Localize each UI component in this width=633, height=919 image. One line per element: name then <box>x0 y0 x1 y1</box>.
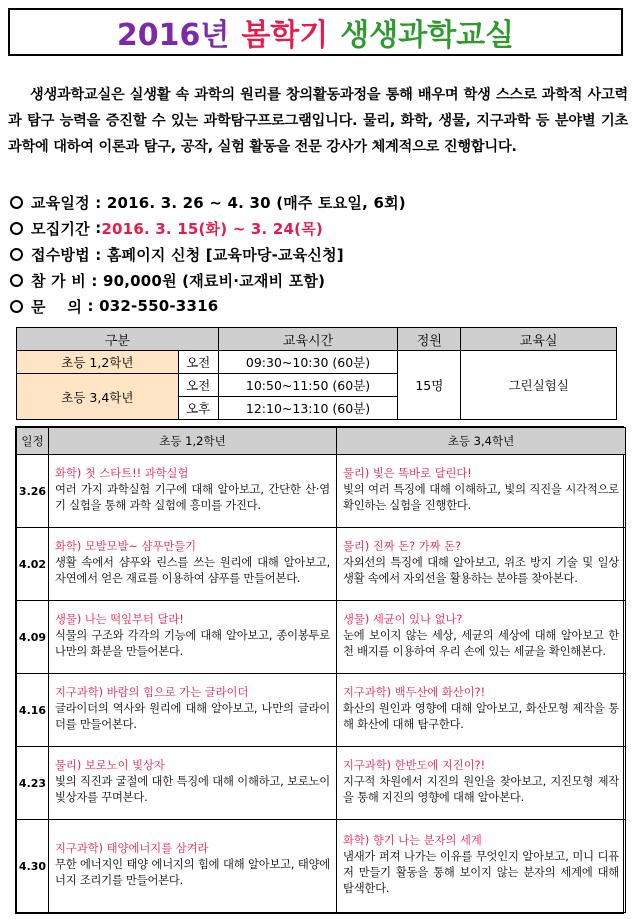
lesson-cell <box>337 820 626 913</box>
lesson-desc: 글라이더의 역사와 원리에 대해 알아보고, 나만의 글라이더를 만들어본다. <box>55 702 330 732</box>
info-recruit-period: 모집기간 : 2016. 3. 15(화) ~ 3. 24(목) <box>8 215 628 241</box>
title-season: 봄학기 <box>241 18 329 53</box>
lesson-header-row <box>17 428 626 455</box>
lesson-desc: 자외선의 특징에 대해 알아보고, 위조 방지 기술 및 일상생활 속에서 자외선을 활용하는 분야를 찾아본다. <box>343 556 619 586</box>
lesson-cell <box>337 455 626 528</box>
lesson-title: 화학) 첫 스타트!! 과학실험 <box>55 467 189 481</box>
lesson-row <box>17 674 626 747</box>
lesson-desc: 지구적 차원에서 지진의 원인을 찾아보고, 지진모형 제작을 통해 지진의 영향에 대해 알아본다. <box>343 775 619 805</box>
lesson-cell <box>49 674 337 747</box>
lesson-desc: 눈에 보이지 않는 세상, 세균의 세상에 대해 알아보고 한천 배지를 이용하여 우리 손에 있는 세균을 확인해본다. <box>343 629 619 659</box>
intro-paragraph: 생생과학교실은 실생활 속 과학의 원리를 창의활동과정을 통해 배우며 학생 스스로 과학적 사고력과 탐구 능력을 증진할 수 있는 과학탐구프로그램입니다. 물리, 화학, 생물, 지구과학 등 분야별 기초과학에 대하여 이론과 탐구, 공작, 실험 활동을 전문 강사가 체계적으로 진행합니다. <box>8 87 628 155</box>
lesson-title: 물리) 보로노이 빛상자 <box>55 759 165 773</box>
lesson-cell <box>337 601 626 674</box>
page-title <box>8 8 623 56</box>
group-grade-1-2: 초등 1,2학년 <box>17 351 179 374</box>
lesson-title: 지구과학) 바람의 힘으로 가는 글라이더 <box>55 686 249 700</box>
lesson-title: 화학) 모발모발~ 샴푸만들기 <box>55 540 197 554</box>
lesson-title: 화학) 향기 나는 분자의 세계 <box>343 834 482 848</box>
schedule-row <box>17 351 617 374</box>
lesson-date: 4.09 <box>17 601 49 674</box>
info-schedule: 교육일정 : 2016. 3. 26 ~ 4. 30 (매주 토요일, 6회) <box>8 189 628 215</box>
lesson-desc: 무한 에너지인 태양 에너지의 힘에 대해 알아보고, 태양에너지 조리기를 만들어본다. <box>55 858 330 888</box>
group-grade-3-4: 초등 3,4학년 <box>17 374 179 420</box>
lesson-desc: 빛의 직진과 굴절에 대한 특징에 대해 이해하고, 보로노이 빛상자를 꾸며본다. <box>55 775 330 805</box>
session-time: 12:10~13:10 (60분) <box>218 397 398 420</box>
lesson-title: 지구과학) 백두산에 화산이?! <box>343 686 486 700</box>
lesson-cell <box>49 455 337 528</box>
lesson-desc: 생활 속에서 샴푸와 린스를 쓰는 원리에 대해 알아보고, 자연에서 얻은 재료를 이용하여 샴푸를 만들어본다. <box>55 556 330 586</box>
session-time: 10:50~11:50 (60분) <box>218 374 398 397</box>
session-time: 09:30~10:30 (60분) <box>218 351 398 374</box>
lesson-date: 4.30 <box>17 820 49 913</box>
room-value: 그린실험실 <box>461 351 617 420</box>
info-fee: 참 가 비 : 90,000원 (재료비·교재비 포함) <box>8 267 628 293</box>
lesson-cell <box>49 820 337 913</box>
info-list <box>8 189 628 319</box>
lesson-desc: 여러 가지 과학실험 기구에 대해 알아보고, 간단한 산·염기 실험을 통해 과학 실험에 흥미를 가진다. <box>55 483 330 513</box>
session-am: 오전 <box>178 374 218 397</box>
lesson-cell <box>337 747 626 820</box>
lesson-title: 물리) 빛은 똑바로 달린다! <box>343 467 472 481</box>
lesson-title: 생물) 나는 떡잎부터 달라! <box>55 613 184 627</box>
lesson-date: 4.02 <box>17 528 49 601</box>
session-am: 오전 <box>178 351 218 374</box>
lesson-desc: 빛의 여러 특징에 대해 이해하고, 빛의 직진을 시각적으로 확인하는 실험을 진행한다. <box>343 483 619 513</box>
header-grade-3-4: 초등 3,4학년 <box>337 428 626 455</box>
lesson-row <box>17 455 626 528</box>
header-room: 교육실 <box>461 328 617 351</box>
session-pm: 오후 <box>178 397 218 420</box>
circle-bullet-icon <box>10 300 23 313</box>
circle-bullet-icon <box>10 196 23 209</box>
lesson-title: 생물) 세균이 있나 없나? <box>343 613 463 627</box>
schedule-header-row <box>17 328 617 351</box>
capacity-value: 15명 <box>398 351 461 420</box>
lesson-row <box>17 601 626 674</box>
lesson-desc: 냄새가 퍼져 나가는 이유를 무엇인지 알아보고, 미니 디퓨저 만들기 활동을 통해 보이지 않는 분자의 세계에 대해 탐색한다. <box>343 850 619 896</box>
lesson-title: 물리) 진짜 돈? 가짜 돈? <box>343 540 462 554</box>
header-division: 구분 <box>17 328 219 351</box>
lesson-title: 지구과학) 태양에너지를 삼켜라 <box>55 842 209 856</box>
title-program: 생생과학교실 <box>340 18 515 53</box>
header-date: 일정 <box>17 428 49 455</box>
lesson-cell <box>337 528 626 601</box>
lesson-row <box>17 820 626 913</box>
lesson-date: 4.23 <box>17 747 49 820</box>
lesson-title: 지구과학) 한반도에 지진이?! <box>343 759 486 773</box>
lesson-date: 4.16 <box>17 674 49 747</box>
circle-bullet-icon <box>10 248 23 261</box>
lesson-cell <box>49 747 337 820</box>
circle-bullet-icon <box>10 274 23 287</box>
circle-bullet-icon <box>10 222 23 235</box>
info-application: 접수방법 : 홈페이지 신청 [교육마당-교육신청] <box>8 241 628 267</box>
lesson-desc: 화산의 원인과 영향에 대해 알아보고, 화산모형 제작을 통해 화산에 대해 탐구한다. <box>343 702 619 732</box>
header-capacity: 정원 <box>398 328 461 351</box>
lesson-table <box>15 426 624 914</box>
info-contact: 문 의 : 032-550-3316 <box>8 293 628 319</box>
lesson-cell <box>49 601 337 674</box>
header-grade-1-2: 초등 1,2학년 <box>49 428 337 455</box>
schedule-table <box>16 327 617 420</box>
lesson-cell <box>337 674 626 747</box>
lesson-row <box>17 747 626 820</box>
header-time: 교육시간 <box>218 328 398 351</box>
title-year: 2016년 <box>116 18 230 53</box>
lesson-date: 3.26 <box>17 455 49 528</box>
lesson-row <box>17 528 626 601</box>
lesson-cell <box>49 528 337 601</box>
lesson-desc: 식물의 구조와 각각의 기능에 대해 알아보고, 종이봉투로 나만의 화분을 만들어본다. <box>55 629 330 659</box>
